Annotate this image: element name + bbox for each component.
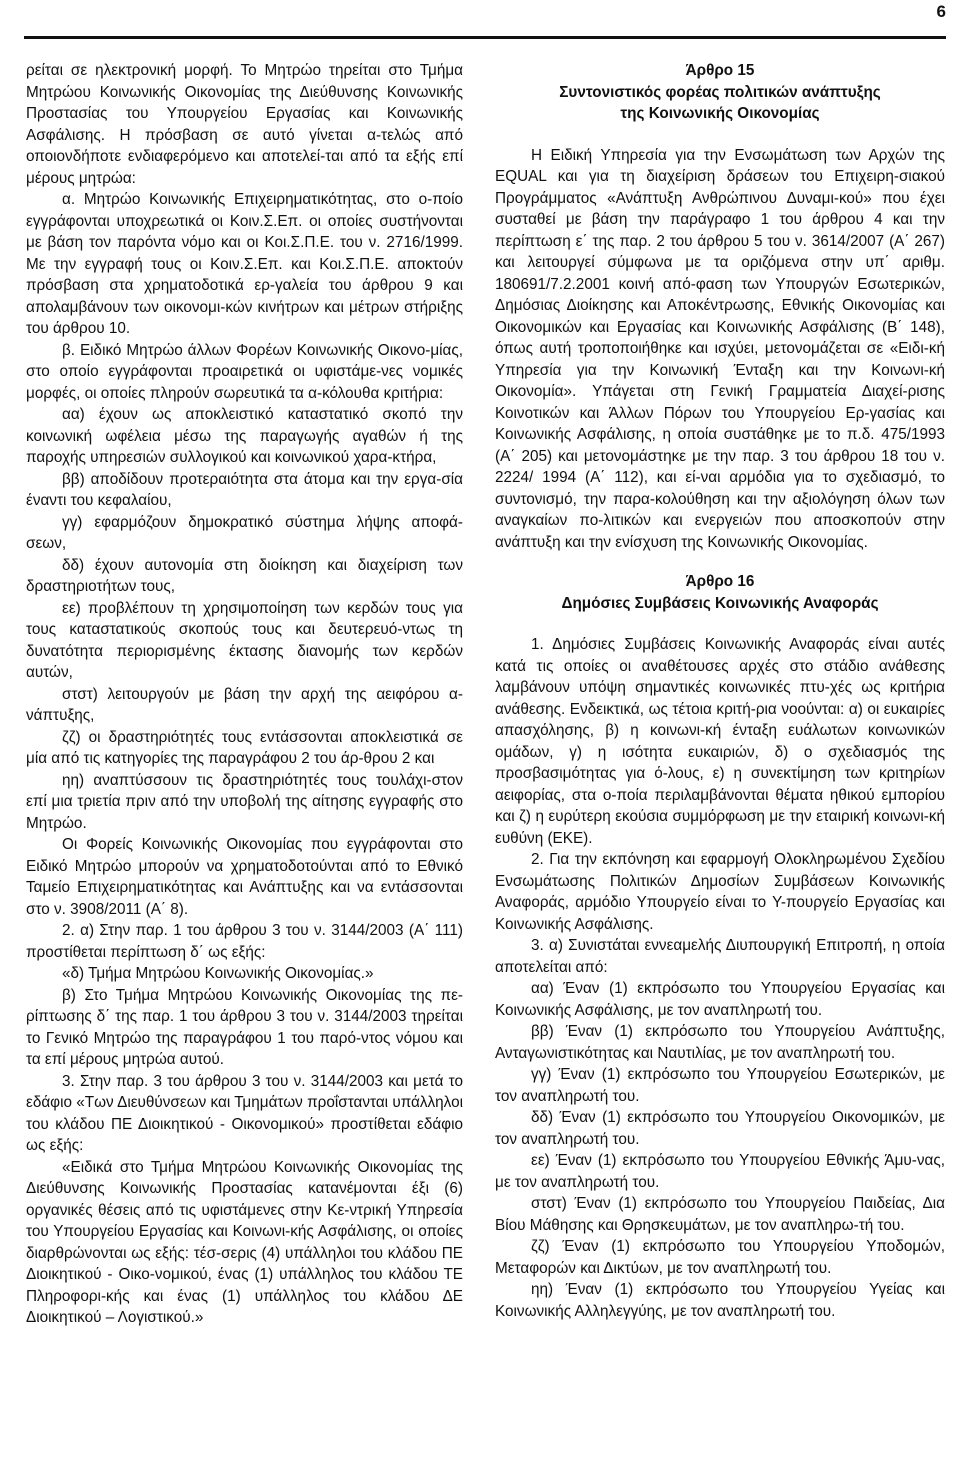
paragraph: «Ειδικά στο Τμήμα Μητρώου Κοινωνικής Οικονομίας της Διεύθυνσης Κοινωνικής Προστασίας κατανέμονται έξι (6) οργανικές θέσεις από τις υφιστάμενες στην Κε-ντρική Υπηρεσία του Υπουργείου Εργασίας και Κοινωνι-κής Ασφάλισης, οι οποίες διαρθρώνονται ως εξής: τέσ-σερις (4) υπάλληλοι του κλάδου ΠΕ Διοικητικού - Οικο-νομικού, ένας (1) υπάλληλος του κλάδου ΤΕ Πληροφορι-κής και ένας (1) υπάλληλος του κλάδου ΔΕ Διοικητικού – Λογιστικού.» <box>26 1158 463 1326</box>
spacer <box>495 553 945 571</box>
left-column <box>26 60 463 1329</box>
paragraph: στστ) λειτουργούν με βάση την αρχή της αειφόρου α-νάπτυξης, <box>26 685 463 724</box>
paragraph: 1. Δημόσιες Συμβάσεις Κοινωνικής Αναφοράς είναι αυτές κατά τις οποίες οι αναθέτουσες αρχές στο στάδιο ανάθεσης λαμβάνουν υπόψη σημαντικές κοινωνικές πτυ-χές ως κριτήρια ανάθεσης. Ενδεικτικά, ως τέτοια κριτή-ρια νοούνται: α) οι ευκαιρίες απασχόλησης, β) η κοινωνι-κή ένταξη ευάλωτων κοινωνικών ομάδων, γ) η ισότητα ευκαιριών, δ) ο σχεδιασμός της προσβασιμότητας για ό-λους, ε) η συνεκτίμηση των κριτηρίων αειφορίας, στα ο-ποία περιλαμβάνονται θέματα ηθικού εμπορίου και ζ) η ευρύτερη εκούσια συμμόρφωση με την εταιρική κοινωνι-κή ευθύνη (ΕΚΕ). <box>495 636 945 847</box>
paragraph: δδ) Έναν (1) εκπρόσωπο του Υπουργείου Οικονομικών, με τον αναπληρωτή του. <box>495 1109 945 1148</box>
paragraph: 3. Στην παρ. 3 του άρθρου 3 του ν. 3144/2003 και μετά το εδάφιο «Των Διευθύνσεων και Τμημάτων προΐστανται υπάλληλοι του κλάδου ΠΕ Διοικητικού - Οικονομικού» προστίθεται εδάφιο ως εξής: <box>26 1072 463 1154</box>
paragraph: ββ) αποδίδουν προτεραιότητα στα άτομα και την εργα-σία έναντι του κεφαλαίου, <box>26 470 463 509</box>
paragraph: «δ) Τμήμα Μητρώου Κοινωνικής Οικονομίας.» <box>62 965 374 982</box>
paragraph: εε) Έναν (1) εκπρόσωπο του Υπουργείου Εθνικής Άμυ-νας, με τον αναπληρωτή του. <box>495 1152 945 1191</box>
right-column <box>495 60 945 1322</box>
paragraph: εε) προβλέπουν τη χρησιμοποίηση των κερδών τους για τους καταστατικούς σκοπούς τους και δευτερευό-ντως τη δυνατότητα περιορισμένης έκτασης διανομής των κερδών αυτών, <box>26 599 463 681</box>
paragraph: β) Στο Τμήμα Μητρώου Κοινωνικής Οικονομίας της πε-ρίπτωσης δ΄ της παρ. 1 του άρθρου 3 του ν. 3144/2003 τηρείται το Γενικό Μητρώο της παραγράφου 1 του παρό-ντος νόμου και τα επί μέρους μητρώα αυτού. <box>26 986 463 1068</box>
paragraph: Οι Φορείς Κοινωνικής Οικονομίας που εγγράφονται στο Ειδικό Μητρώο μπορούν να χρηματοδοτούνται από το Εθνικό Ταμείο Επιχειρηματικότητας και Ανάπτυξης και να εντάσσονται στο ν. 3908/2011 (Α΄ 8). <box>26 836 463 918</box>
paragraph: ζζ) οι δραστηριότητές τους εντάσσονται αποκλειστικά σε μία από τις κατηγορίες της παραγράφου 2 του άρ-θρου 2 και <box>26 728 463 767</box>
article-16-heading: Άρθρο 16 <box>685 573 755 590</box>
paragraph: ζζ) Έναν (1) εκπρόσωπο του Υπουργείου Υποδομών, Μεταφορών και Δικτύων, με τον αναπληρωτή του. <box>495 1238 945 1277</box>
paragraph: ηη) Έναν (1) εκπρόσωπο του Υπουργείου Υγείας και Κοινωνικής Αλληλεγγύης, με τον αναπληρωτή του. <box>495 1281 945 1320</box>
article-15-title-line2: της Κοινωνικής Οικονομίας <box>620 105 820 122</box>
paragraph: Η Ειδική Υπηρεσία για την Ενσωμάτωση των Αρχών της EQUAL και για τη διαχείριση δράσεων του Επιχειρη-σιακού Προγράμματος «Ανάπτυξη Ανθρώπινου Δυναμι-κού» που έχει συσταθεί με βάση την παράγραφο 1 του άρθρου 4 και την περίπτωση ε΄ της παρ. 2 του άρθρου 5 του ν. 3614/2007 (Α΄ 267) και λειτουργεί σύμφωνα με τα οριζόμενα στην υπ΄ αριθμ. 180691/7.2.2001 κοινή από-φαση των Υπουργών Εσωτερικών, Δημόσιας Διοίκησης και Αποκέντρωσης, Εθνικής Οικονομίας και Οικονομικών και Εργασίας και Κοινωνικής Ασφάλισης (Β΄ 148), όπως αυτή τροποποιήθηκε και ισχύει, μετονομάζεται σε «Ειδι-κή Υπηρεσία για την Κοινωνική Ένταξη και την Κοινωνι-κή Οικονομία». Υπάγεται στη Γενική Γραμματεία Διαχεί-ρισης Κοινοτικών και Άλλων Πόρων του Υπουργείου Ερ-γασίας και Κοινωνικής Ασφάλισης, η οποία συστάθηκε με το π.δ. 475/1993 (Α΄ 205) και μετονομάστηκε με την παρ. 3 του άρθρου 18 του ν. 2224/ 1994 (Α΄ 112), και εί-ναι αρμόδια για το σχεδιασμό, το συντονισμό, την παρα-κολούθηση και την αξιολόγηση όλων των αναγκαίων πο-λιτικών και ενεργειών που αποσκοπούν στην ανάπτυξη και την ενίσχυση της Κοινωνικής Οικονομίας. <box>495 146 945 551</box>
paragraph: 2. Για την εκπόνηση και εφαρμογή Ολοκληρωμένου Σχεδίου Ενσωμάτωσης Πολιτικών Δημοσίων Συμβάσεων Κοινωνικής Αναφοράς, αρμόδιο Υπουργείο είναι το Υ-πουργείο Εργασίας και Κοινωνικής Ασφάλισης. <box>495 851 945 933</box>
spacer <box>495 614 945 634</box>
paragraph: αα) Έναν (1) εκπρόσωπο του Υπουργείου Εργασίας και Κοινωνικής Ασφάλισης, με τον αναπληρωτή του. <box>495 980 945 1019</box>
article-15-heading: Άρθρο 15 <box>685 62 755 79</box>
paragraph: γγ) Έναν (1) εκπρόσωπο του Υπουργείου Εσωτερικών, με τον αναπληρωτή του. <box>495 1066 945 1105</box>
paragraph: στστ) Έναν (1) εκπρόσωπο του Υπουργείου Παιδείας, Δια Βίου Μάθησης και Θρησκευμάτων, με τον αναπληρω-τή του. <box>495 1195 945 1234</box>
paragraph: δδ) έχουν αυτονομία στη διοίκηση και διαχείριση των δραστηριοτήτων τους, <box>26 556 463 595</box>
paragraph: α. Μητρώο Κοινωνικής Επιχειρηματικότητας, στο ο-ποίο εγγράφονται υποχρεωτικά οι Κοιν.Σ.Επ. οι οποίες συστήνονται με βάση τον παρόντα νόμο και οι Κοι.Σ.Π.Ε. του ν. 2716/1999. Με την εγγραφή τους οι Κοιν.Σ.Επ. και Κοι.Σ.Π.Ε. αποκτούν πρόσβαση στα χρηματοδοτικά ερ-γαλεία του άρθρου 9 και απολαμβάνουν των οικονομι-κών κινήτρων και μέτρων στήριξης του άρθρου 10. <box>26 191 463 337</box>
article-16-title: Δημόσιες Συμβάσεις Κοινωνικής Αναφοράς <box>561 594 879 612</box>
header-rule <box>24 36 946 39</box>
paragraph: αα) έχουν ως αποκλειστικό καταστατικό σκοπό την κοινωνική ωφέλεια μέσω της παραγωγής αγαθών ή της παροχής υπηρεσιών συλλογικού και κοινωνικού χαρα-κτήρα, <box>26 406 463 466</box>
paragraph: ηη) αναπτύσσουν τις δραστηριότητές τους τουλάχι-στον επί μια τριετία πριν από την υποβολή της αίτησης εγγραφής στο Μητρώο. <box>26 771 463 832</box>
article-15-title-line1: Συντονιστικός φορέας πολιτικών ανάπτυξης <box>559 83 881 101</box>
page-number: 6 <box>936 2 946 21</box>
paragraph: ββ) Έναν (1) εκπρόσωπο του Υπουργείου Ανάπτυξης, Ανταγωνιστικότητας και Ναυτιλίας, με τον αναπληρωτή του. <box>495 1023 945 1062</box>
paragraph: γγ) εφαρμόζουν δημοκρατικό σύστημα λήψης αποφά-σεων, <box>26 513 463 552</box>
spacer <box>495 125 945 145</box>
paragraph: ρείται σε ηλεκτρονική μορφή. Το Μητρώο τηρείται στο Τμήμα Μητρώου Κοινωνικής Οικονομίας της Διεύθυνσης Κοινωνικής Προστασίας του Υπουργείου Εργασίας και Κοινωνικής Ασφάλισης. Η πρόσβαση σε αυτό γίνεται α-τελώς από οποιονδήποτε ενδιαφερόμενο και αποτελεί-ται από τα εξής επί μέρους μητρώα: <box>26 62 463 187</box>
paragraph: 3. α) Συνιστάται εννεαμελής Διυπουργική Επιτροπή, η οποία αποτελείται από: <box>495 937 945 976</box>
paragraph: β. Ειδικό Μητρώο άλλων Φορέων Κοινωνικής Οικονο-μίας, στο οποίο εγγράφονται προαιρετικά οι υφιστάμε-νες νομικές μορφές, οι οποίες πληρούν σωρευτικά τα α-κόλουθα κριτήρια: <box>26 341 463 402</box>
paragraph: 2. α) Στην παρ. 1 του άρθρου 3 του ν. 3144/2003 (Α΄ 111) προστίθεται περίπτωση δ΄ ως εξής: <box>26 922 463 961</box>
